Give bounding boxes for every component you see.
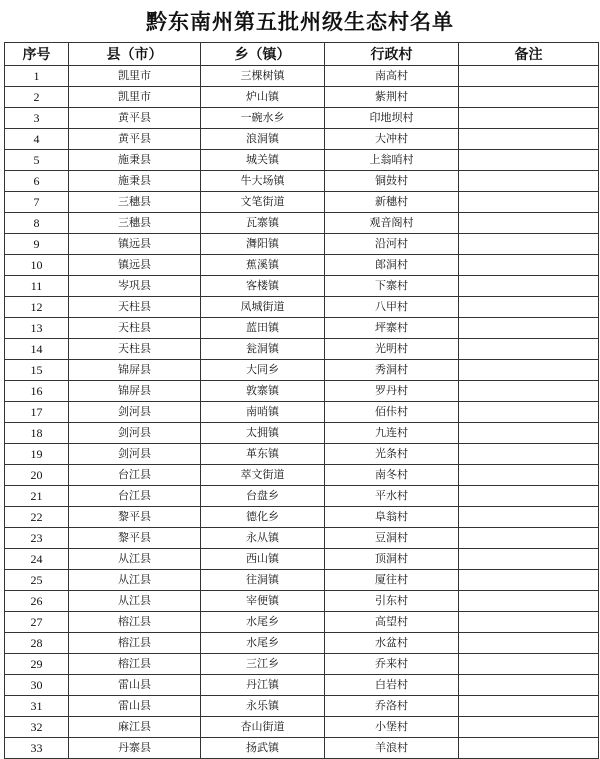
cell-township: 瓮洞镇 [201, 339, 325, 360]
cell-county: 雷山县 [69, 675, 201, 696]
cell-county: 台江县 [69, 465, 201, 486]
table-body [5, 66, 599, 759]
cell-remarks [459, 150, 599, 171]
cell-remarks [459, 675, 599, 696]
cell-index: 21 [5, 486, 69, 507]
cell-index: 19 [5, 444, 69, 465]
table-row [5, 507, 599, 528]
cell-remarks [459, 402, 599, 423]
table-row [5, 318, 599, 339]
table-row [5, 150, 599, 171]
cell-county: 丹寨县 [69, 738, 201, 759]
cell-remarks [459, 339, 599, 360]
cell-township: 杏山街道 [201, 717, 325, 738]
table-row [5, 339, 599, 360]
cell-index: 3 [5, 108, 69, 129]
cell-village: 印地坝村 [325, 108, 459, 129]
cell-township: 水尾乡 [201, 612, 325, 633]
cell-village: 铜鼓村 [325, 171, 459, 192]
table-row [5, 654, 599, 675]
cell-remarks [459, 171, 599, 192]
cell-county: 从江县 [69, 570, 201, 591]
cell-index: 5 [5, 150, 69, 171]
table-row [5, 633, 599, 654]
document-title: 黔东南州第五批州级生态村名单 [146, 10, 454, 34]
cell-county: 麻江县 [69, 717, 201, 738]
cell-index: 27 [5, 612, 69, 633]
cell-township: 往洞镇 [201, 570, 325, 591]
cell-township: 永乐镇 [201, 696, 325, 717]
cell-remarks [459, 486, 599, 507]
cell-index: 1 [5, 66, 69, 87]
cell-village: 罗丹村 [325, 381, 459, 402]
cell-village: 平水村 [325, 486, 459, 507]
cell-township: 水尾乡 [201, 633, 325, 654]
cell-village: 高望村 [325, 612, 459, 633]
table-row [5, 360, 599, 381]
cell-county: 锦屏县 [69, 381, 201, 402]
cell-index: 30 [5, 675, 69, 696]
cell-township: 一碗水乡 [201, 108, 325, 129]
cell-index: 15 [5, 360, 69, 381]
cell-township: 台盘乡 [201, 486, 325, 507]
cell-county: 榕江县 [69, 654, 201, 675]
cell-remarks [459, 507, 599, 528]
cell-county: 岑巩县 [69, 276, 201, 297]
cell-village: 上翁哨村 [325, 150, 459, 171]
header-remarks: 备注 [459, 43, 599, 66]
header-county: 县（市） [69, 43, 201, 66]
cell-county: 黎平县 [69, 507, 201, 528]
cell-village: 光明村 [325, 339, 459, 360]
cell-township: 牛大场镇 [201, 171, 325, 192]
cell-township: 扬武镇 [201, 738, 325, 759]
cell-remarks [459, 66, 599, 87]
cell-township: 文笔街道 [201, 192, 325, 213]
cell-index: 16 [5, 381, 69, 402]
cell-index: 24 [5, 549, 69, 570]
cell-index: 25 [5, 570, 69, 591]
cell-remarks [459, 444, 599, 465]
cell-county: 施秉县 [69, 150, 201, 171]
cell-village: 沿河村 [325, 234, 459, 255]
cell-township: 蕉溪镇 [201, 255, 325, 276]
table-row [5, 591, 599, 612]
header-village: 行政村 [325, 43, 459, 66]
cell-index: 10 [5, 255, 69, 276]
table-row [5, 486, 599, 507]
cell-village: 顶洞村 [325, 549, 459, 570]
table-row [5, 696, 599, 717]
cell-index: 23 [5, 528, 69, 549]
cell-village: 观音阁村 [325, 213, 459, 234]
cell-remarks [459, 234, 599, 255]
cell-township: 三棵树镇 [201, 66, 325, 87]
cell-remarks [459, 129, 599, 150]
cell-township: 凤城街道 [201, 297, 325, 318]
cell-village: 阜翁村 [325, 507, 459, 528]
cell-index: 7 [5, 192, 69, 213]
cell-index: 22 [5, 507, 69, 528]
table-row [5, 255, 599, 276]
cell-index: 26 [5, 591, 69, 612]
cell-county: 从江县 [69, 591, 201, 612]
table-row [5, 444, 599, 465]
table-row [5, 108, 599, 129]
cell-county: 剑河县 [69, 444, 201, 465]
cell-county: 黎平县 [69, 528, 201, 549]
cell-county: 天柱县 [69, 339, 201, 360]
cell-remarks [459, 696, 599, 717]
cell-village: 八甲村 [325, 297, 459, 318]
table-row [5, 234, 599, 255]
cell-county: 从江县 [69, 549, 201, 570]
cell-remarks [459, 528, 599, 549]
cell-remarks [459, 213, 599, 234]
cell-village: 九连村 [325, 423, 459, 444]
cell-township: 西山镇 [201, 549, 325, 570]
cell-township: 永从镇 [201, 528, 325, 549]
cell-township: 㵲阳镇 [201, 234, 325, 255]
cell-index: 32 [5, 717, 69, 738]
cell-remarks [459, 360, 599, 381]
table-row [5, 528, 599, 549]
cell-index: 9 [5, 234, 69, 255]
cell-county: 镇远县 [69, 255, 201, 276]
cell-remarks [459, 192, 599, 213]
cell-village: 小堡村 [325, 717, 459, 738]
cell-township: 瓦寨镇 [201, 213, 325, 234]
cell-county: 剑河县 [69, 402, 201, 423]
cell-index: 11 [5, 276, 69, 297]
table-row [5, 717, 599, 738]
cell-village: 南高村 [325, 66, 459, 87]
table-row [5, 129, 599, 150]
cell-township: 德化乡 [201, 507, 325, 528]
cell-village: 下寨村 [325, 276, 459, 297]
cell-remarks [459, 612, 599, 633]
table-row [5, 402, 599, 423]
cell-township: 炉山镇 [201, 87, 325, 108]
cell-index: 4 [5, 129, 69, 150]
cell-village: 厦往村 [325, 570, 459, 591]
table-row [5, 738, 599, 759]
cell-remarks [459, 318, 599, 339]
cell-remarks [459, 108, 599, 129]
table-row [5, 297, 599, 318]
cell-remarks [459, 87, 599, 108]
cell-township: 宰便镇 [201, 591, 325, 612]
table-row [5, 66, 599, 87]
cell-county: 三穗县 [69, 213, 201, 234]
cell-county: 凯里市 [69, 66, 201, 87]
cell-county: 台江县 [69, 486, 201, 507]
cell-township: 城关镇 [201, 150, 325, 171]
cell-remarks [459, 465, 599, 486]
cell-remarks [459, 591, 599, 612]
eco-village-table [4, 42, 599, 759]
cell-county: 剑河县 [69, 423, 201, 444]
cell-county: 榕江县 [69, 612, 201, 633]
table-row [5, 381, 599, 402]
cell-remarks [459, 381, 599, 402]
cell-index: 31 [5, 696, 69, 717]
table-row [5, 465, 599, 486]
cell-county: 凯里市 [69, 87, 201, 108]
cell-village: 南冬村 [325, 465, 459, 486]
cell-index: 6 [5, 171, 69, 192]
table-row [5, 171, 599, 192]
cell-remarks [459, 549, 599, 570]
cell-village: 光条村 [325, 444, 459, 465]
table-row [5, 570, 599, 591]
cell-township: 浪洞镇 [201, 129, 325, 150]
cell-county: 天柱县 [69, 318, 201, 339]
cell-index: 18 [5, 423, 69, 444]
cell-village: 豆洞村 [325, 528, 459, 549]
cell-remarks [459, 570, 599, 591]
cell-county: 锦屏县 [69, 360, 201, 381]
cell-village: 秀洞村 [325, 360, 459, 381]
table-row [5, 549, 599, 570]
cell-remarks [459, 654, 599, 675]
cell-index: 20 [5, 465, 69, 486]
cell-township: 太拥镇 [201, 423, 325, 444]
cell-remarks [459, 255, 599, 276]
cell-remarks [459, 633, 599, 654]
cell-index: 28 [5, 633, 69, 654]
cell-county: 黄平县 [69, 129, 201, 150]
cell-village: 引东村 [325, 591, 459, 612]
cell-township: 敦寨镇 [201, 381, 325, 402]
cell-index: 12 [5, 297, 69, 318]
cell-remarks [459, 738, 599, 759]
cell-index: 29 [5, 654, 69, 675]
table-row [5, 213, 599, 234]
cell-village: 大冲村 [325, 129, 459, 150]
cell-remarks [459, 276, 599, 297]
table-row [5, 423, 599, 444]
cell-township: 蓝田镇 [201, 318, 325, 339]
cell-township: 丹江镇 [201, 675, 325, 696]
cell-village: 乔来村 [325, 654, 459, 675]
cell-county: 榕江县 [69, 633, 201, 654]
cell-index: 13 [5, 318, 69, 339]
cell-township: 南哨镇 [201, 402, 325, 423]
header-index: 序号 [5, 43, 69, 66]
cell-township: 革东镇 [201, 444, 325, 465]
table-row [5, 192, 599, 213]
table-row [5, 87, 599, 108]
table-row [5, 675, 599, 696]
cell-county: 天柱县 [69, 297, 201, 318]
cell-village: 乔洛村 [325, 696, 459, 717]
cell-village: 新穗村 [325, 192, 459, 213]
cell-remarks [459, 717, 599, 738]
cell-village: 佰佧村 [325, 402, 459, 423]
cell-village: 紫荆村 [325, 87, 459, 108]
table-header-row [5, 43, 599, 66]
cell-county: 三穗县 [69, 192, 201, 213]
cell-index: 17 [5, 402, 69, 423]
cell-index: 8 [5, 213, 69, 234]
cell-county: 黄平县 [69, 108, 201, 129]
cell-township: 萃文街道 [201, 465, 325, 486]
cell-village: 白岩村 [325, 675, 459, 696]
cell-township: 大同乡 [201, 360, 325, 381]
cell-village: 羊浪村 [325, 738, 459, 759]
cell-village: 郎洞村 [325, 255, 459, 276]
table-row [5, 612, 599, 633]
header-township: 乡（镇） [201, 43, 325, 66]
cell-remarks [459, 297, 599, 318]
cell-county: 雷山县 [69, 696, 201, 717]
cell-county: 施秉县 [69, 171, 201, 192]
cell-village: 水盆村 [325, 633, 459, 654]
cell-village: 坪寨村 [325, 318, 459, 339]
cell-index: 2 [5, 87, 69, 108]
table-row [5, 276, 599, 297]
cell-county: 镇远县 [69, 234, 201, 255]
cell-remarks [459, 423, 599, 444]
cell-index: 14 [5, 339, 69, 360]
cell-township: 三江乡 [201, 654, 325, 675]
cell-township: 客楼镇 [201, 276, 325, 297]
cell-index: 33 [5, 738, 69, 759]
